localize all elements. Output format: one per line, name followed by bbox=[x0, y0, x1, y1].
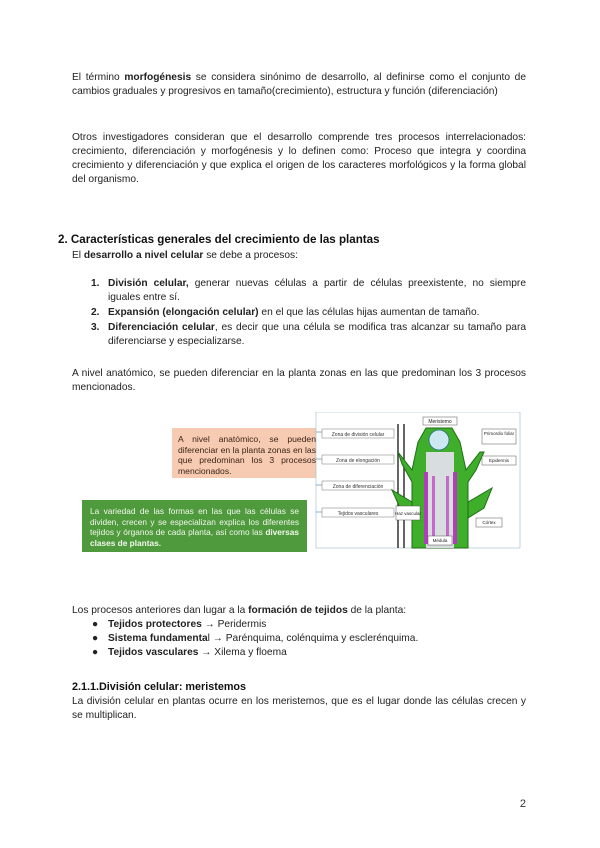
plant-diagram bbox=[312, 412, 522, 562]
cortex-label: Córtex bbox=[482, 520, 496, 525]
bullet-icon: ● bbox=[92, 647, 99, 658]
item-title: Diferenciación celular bbox=[108, 322, 215, 333]
item-title: Expansión (elongación celular) bbox=[108, 307, 259, 318]
item-title: Sistema fundamenta bbox=[108, 633, 208, 644]
item-title: Tejidos vasculares bbox=[108, 647, 199, 658]
epidermis-label: Epidermis bbox=[488, 458, 510, 463]
bullet-icon: ● bbox=[92, 633, 99, 644]
list-item bbox=[72, 632, 526, 646]
lead-text: se debe a procesos: bbox=[203, 250, 298, 261]
item-number: 2. bbox=[91, 307, 100, 318]
note-anatomic: A nivel anatómico, se pueden diferenciar en la planta zonas en las que predominan los 3 procesos mencionados. bbox=[172, 428, 322, 478]
page-number: 2 bbox=[519, 798, 526, 810]
plant-growth-figure bbox=[82, 412, 522, 562]
term-morfogenesis: morfogénesis bbox=[124, 72, 192, 83]
vascular-tissue-label: Tejidos vasculares bbox=[337, 511, 379, 517]
bullet-icon: ● bbox=[92, 619, 99, 630]
vascular-strand bbox=[453, 472, 457, 544]
list-item bbox=[72, 646, 526, 660]
item-text: → Xilema y floema bbox=[198, 647, 287, 658]
item-title: División celular, bbox=[108, 278, 189, 289]
medulla-label: Médula bbox=[432, 538, 448, 543]
meristem bbox=[429, 430, 449, 450]
intro-paragraph-1 bbox=[72, 71, 526, 99]
tejidos-lead bbox=[72, 604, 526, 618]
meristem-label: Meristemo bbox=[428, 419, 452, 425]
item-title: Tejidos protectores bbox=[108, 619, 202, 630]
primordium-label: Primordio foliar bbox=[483, 431, 515, 436]
subsection-heading: 2.1.1.División celular: meristemos bbox=[72, 681, 247, 693]
note-emphasis: diversas clases de plantas. bbox=[90, 527, 299, 548]
list-item bbox=[72, 277, 526, 305]
vascular-strand bbox=[446, 476, 449, 544]
anatomic-paragraph: A nivel anatómico, se pueden diferenciar en la planta zonas en las que predominan los 3 procesos mencionados. bbox=[72, 368, 526, 393]
lead-term: desarrollo a nivel celular bbox=[83, 250, 204, 261]
item-text: → Peridermis bbox=[201, 619, 267, 630]
zone-division-label: Zona de división celular bbox=[331, 432, 385, 438]
zone-elongation-label: Zona de elongación bbox=[336, 458, 380, 464]
vascular-strand bbox=[424, 472, 428, 544]
item-text: generar nuevas células a partir de células preexistente, no siempre iguales entre sí. bbox=[108, 278, 526, 303]
list-item bbox=[72, 306, 526, 320]
note-text: La variedad de las formas en las que las células se dividen, crecen y se especializan explica los diferentes tejidos y órganos de cada planta, así como las bbox=[90, 506, 299, 537]
item-number: 3. bbox=[91, 322, 100, 333]
lead-text: de la planta: bbox=[347, 605, 407, 616]
intro-text: se considera sinónimo de desarrollo, al definirse como el conjunto de cambios graduales y progresivos en tamaño(crecimiento), estructura y función (diferenciación) bbox=[72, 72, 526, 97]
process-list bbox=[72, 277, 526, 350]
tissue-list bbox=[72, 618, 526, 660]
intro-paragraph-2: Otros investigadores consideran que el desarrollo comprende tres procesos interrelacionados: crecimiento, diferenciación y morfogénesis y lo definen como: Proceso que integra y coordina crecimiento y diferenciación y que explica el origen de los caracteres morfológicos y la forma global del organismo. bbox=[72, 132, 526, 185]
section-heading: 2. Características generales del crecimiento de las plantas bbox=[58, 233, 380, 246]
item-text: l → Parénquima, colénquima y esclerénquima. bbox=[207, 633, 419, 644]
subsection-paragraph: La división celular en plantas ocurre en los meristemos, que es el lugar donde las células crecen y se multiplican. bbox=[72, 696, 526, 721]
vascular-strand bbox=[432, 476, 435, 544]
intro-text: El término bbox=[72, 72, 125, 83]
item-text: en el que las células hijas aumentan de tamaño. bbox=[258, 307, 480, 318]
lead-text: Los procesos anteriores dan lugar a la bbox=[72, 605, 249, 616]
list-item bbox=[72, 321, 526, 349]
lead-term: formación de tejidos bbox=[248, 605, 348, 616]
note-variety bbox=[82, 500, 307, 552]
section-lead bbox=[72, 249, 526, 263]
medulla-area bbox=[426, 452, 454, 548]
lead-text: El bbox=[72, 250, 84, 261]
list-item bbox=[72, 618, 526, 632]
vascular-bundle-label: Haz vascular bbox=[394, 511, 422, 516]
item-text: , es decir que una célula se modifica tras alcanzar su tamaño para diferenciarse y especializarse. bbox=[108, 322, 527, 347]
zone-differentiation-label: Zona de diferenciación bbox=[332, 484, 384, 490]
item-number: 1. bbox=[91, 278, 100, 289]
